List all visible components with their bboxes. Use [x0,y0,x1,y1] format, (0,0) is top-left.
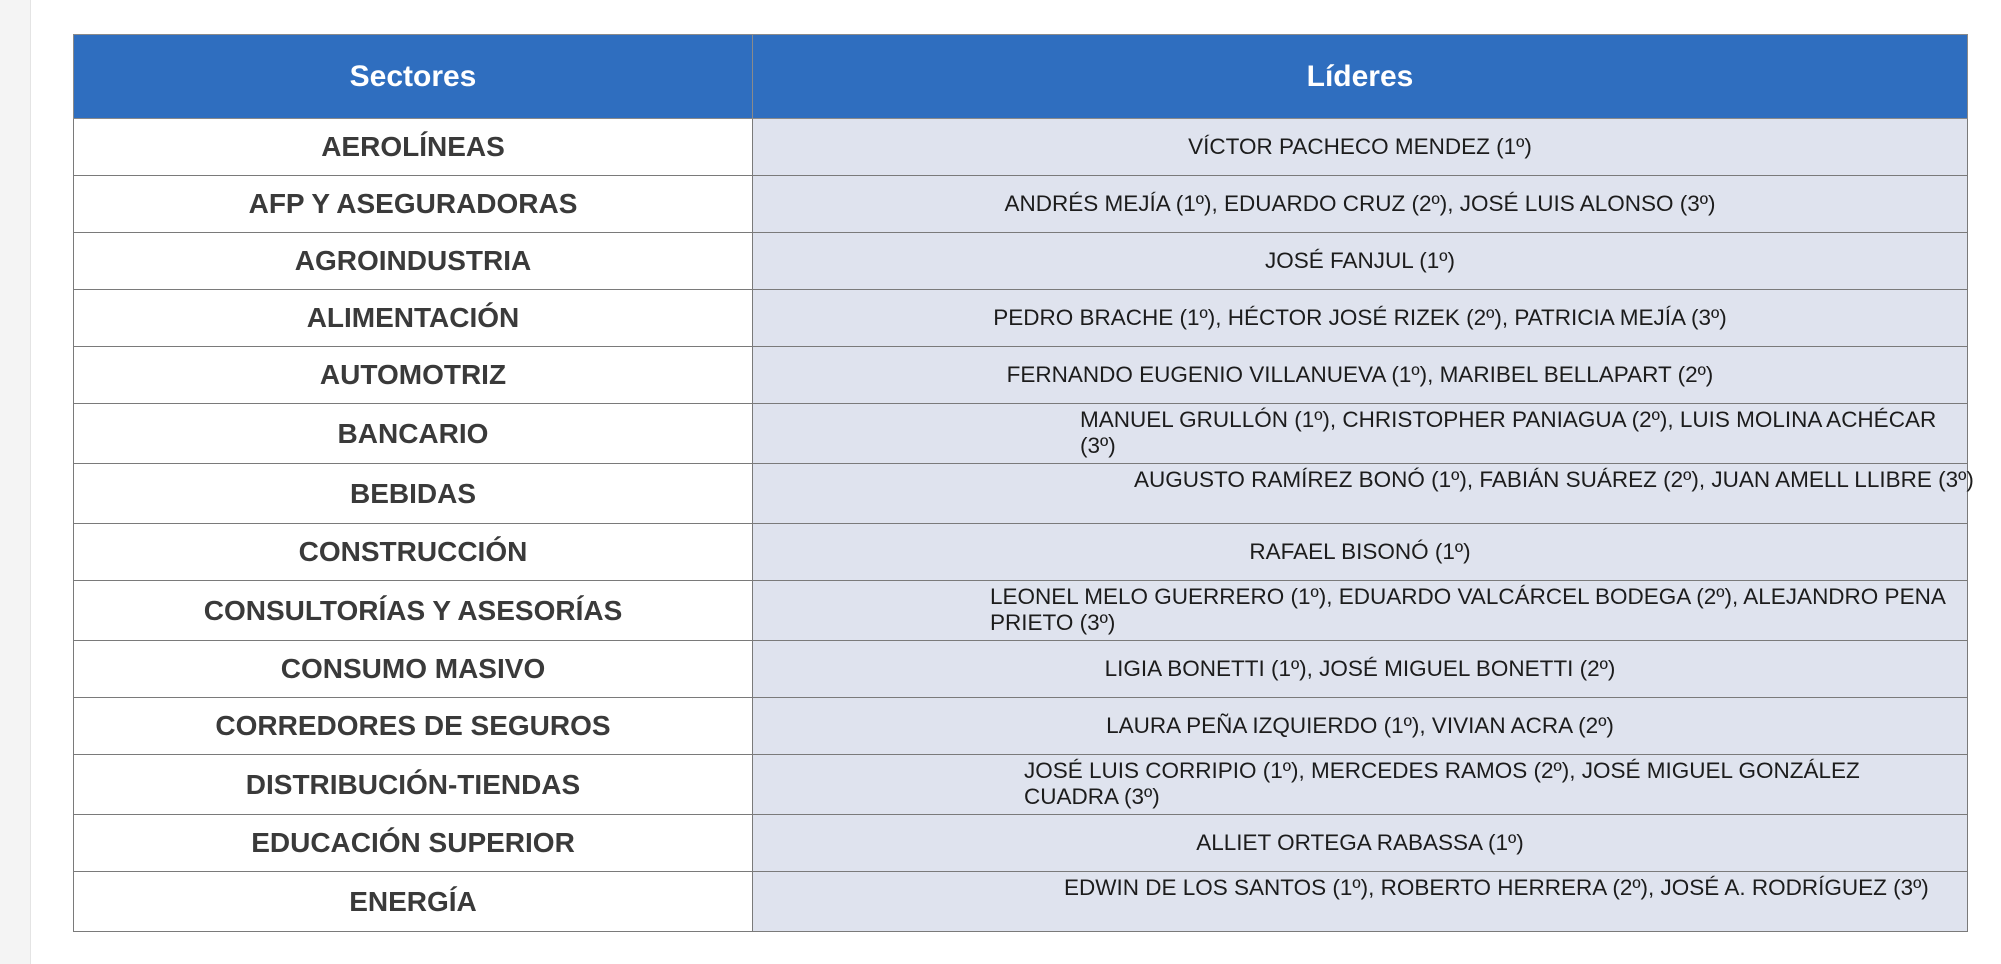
table-row [74,464,1968,524]
table-row [74,347,1968,404]
sector-cell: AFP Y ASEGURADORAS [74,176,753,233]
left-gutter [0,0,31,964]
table-row [74,641,1968,698]
sector-cell: CONSUMO MASIVO [74,641,753,698]
leaders-cell: ANDRÉS MEJÍA (1º), EDUARDO CRUZ (2º), JOSÉ LUIS ALONSO (3º) [753,176,1968,233]
sector-cell: BEBIDAS [74,464,753,524]
leaders-cell: JOSÉ FANJUL (1º) [753,233,1968,290]
table-header-row [74,35,1968,119]
leaders-cell: FERNANDO EUGENIO VILLANUEVA (1º), MARIBEL BELLAPART (2º) [753,347,1968,404]
table-row [74,233,1968,290]
table-row [74,872,1968,932]
leaders-cell: PEDRO BRACHE (1º), HÉCTOR JOSÉ RIZEK (2º), PATRICIA MEJÍA (3º) [753,290,1968,347]
leaders-cell: LAURA PEÑA IZQUIERDO (1º), VIVIAN ACRA (2º) [753,698,1968,755]
leaders-cell [753,404,1968,464]
sector-cell: BANCARIO [74,404,753,464]
leaders-cell: RAFAEL BISONÓ (1º) [753,524,1968,581]
sector-cell: CONSTRUCCIÓN [74,524,753,581]
leaders-cell [753,755,1968,815]
sector-cell: AUTOMOTRIZ [74,347,753,404]
leaders-cell: ALLIET ORTEGA RABASSA (1º) [753,815,1968,872]
leaders-cell [753,872,1968,932]
table-row [74,119,1968,176]
table-row [74,524,1968,581]
table-row [74,815,1968,872]
table-row [74,755,1968,815]
sector-cell: AEROLÍNEAS [74,119,753,176]
leaders-text: AUGUSTO RAMÍREZ BONÓ (1º), FABIÁN SUÁREZ (2º), JUAN AMELL LLIBRE (3º) [1134,467,1974,492]
table-row [74,404,1968,464]
sector-cell: CONSULTORÍAS Y ASESORÍAS [74,581,753,641]
header-leaders: Líderes [753,35,1968,119]
leaders-text: LEONEL MELO GUERRERO (1º), EDUARDO VALCÁRCEL BODEGA (2º), ALEJANDRO PENA PRIETO (3º) [990,584,1945,635]
leaders-cell: VÍCTOR PACHECO MENDEZ (1º) [753,119,1968,176]
leaders-cell: LIGIA BONETTI (1º), JOSÉ MIGUEL BONETTI (2º) [753,641,1968,698]
table-row [74,698,1968,755]
sector-cell: DISTRIBUCIÓN-TIENDAS [74,755,753,815]
leaders-text: JOSÉ LUIS CORRIPIO (1º), MERCEDES RAMOS (2º), JOSÉ MIGUEL GONZÁLEZ CUADRA (3º) [1024,758,1860,809]
sector-cell: EDUCACIÓN SUPERIOR [74,815,753,872]
leaders-cell [753,464,1974,524]
table-row [74,176,1968,233]
table-row [74,581,1968,641]
sector-cell: CORREDORES DE SEGUROS [74,698,753,755]
leaders-cell [753,581,1968,641]
leaders-text: EDWIN DE LOS SANTOS (1º), ROBERTO HERRERA (2º), JOSÉ A. RODRÍGUEZ (3º) [1064,875,1929,900]
sector-cell: ALIMENTACIÓN [74,290,753,347]
header-sectors: Sectores [74,35,753,119]
leaders-text: MANUEL GRULLÓN (1º), CHRISTOPHER PANIAGUA (2º), LUIS MOLINA ACHÉCAR (3º) [1080,407,1937,458]
sector-cell: ENERGÍA [74,872,753,932]
sector-cell: AGROINDUSTRIA [74,233,753,290]
table-row [74,290,1968,347]
sector-leaders-table [73,34,1974,932]
